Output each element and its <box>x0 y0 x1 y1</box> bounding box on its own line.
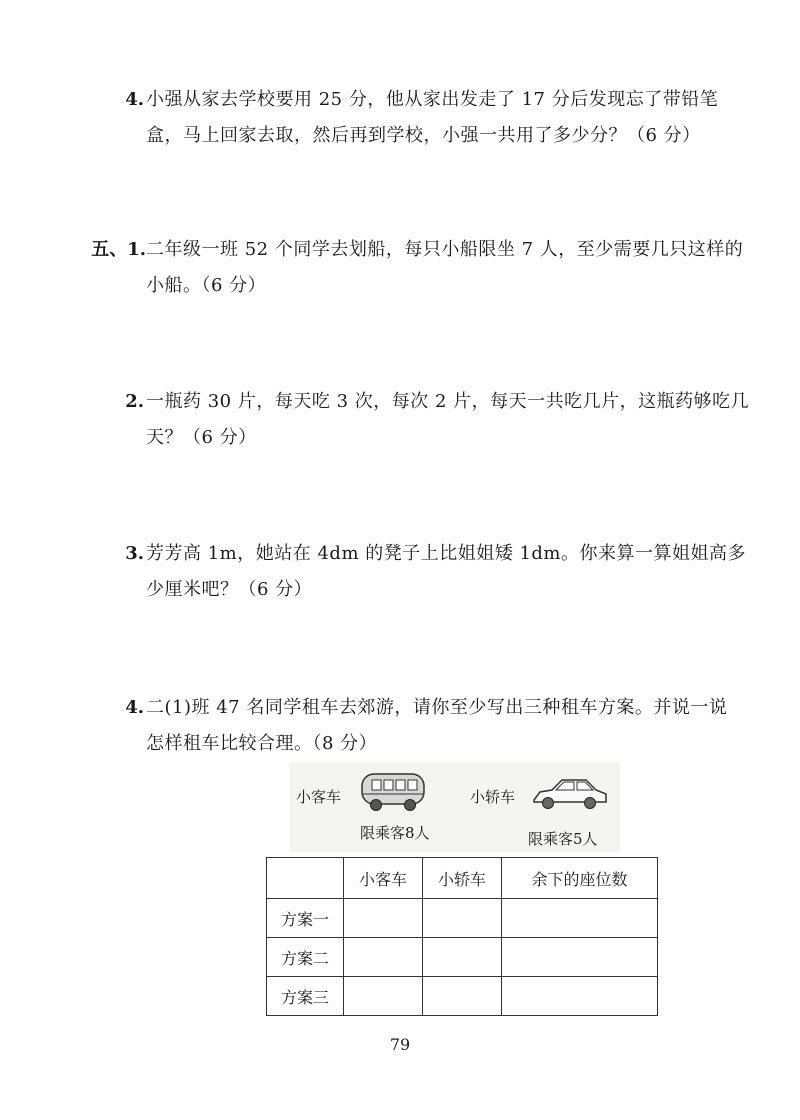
car-icon <box>530 772 610 816</box>
rental-plan-table <box>266 857 658 1016</box>
question-line: 天？（6 分） <box>146 427 257 448</box>
answer-cell[interactable] <box>423 899 502 938</box>
answer-cell[interactable] <box>502 899 658 938</box>
question-number: 五、1. <box>91 239 146 260</box>
table-header-row <box>267 858 658 899</box>
question-text <box>146 232 743 304</box>
bus-icon <box>358 768 430 816</box>
plan-label: 方案二 <box>267 938 344 977</box>
answer-cell[interactable] <box>502 938 658 977</box>
vehicle-illustration <box>290 762 620 852</box>
car-label: 小轿车 <box>470 788 516 806</box>
question-line: 二年级一班 52 个同学去划船，每只小船限坐 7 人，至少需要几只这样的 <box>146 239 744 260</box>
table-row <box>267 938 658 977</box>
plan-label: 方案一 <box>267 899 344 938</box>
bus-capacity: 限乘客8人 <box>360 824 430 842</box>
question-line: 小强从家去学校要用 25 分，他从家出发走了 17 分后发现忘了带铅笔 <box>146 89 719 110</box>
answer-cell[interactable] <box>423 938 502 977</box>
table-header-cell <box>267 858 344 899</box>
bus-label: 小客车 <box>296 788 342 806</box>
question-line: 怎样租车比较合理。（8 分） <box>146 733 378 754</box>
question-text <box>146 384 749 456</box>
question-line: 芳芳高 1m，她站在 4dm 的凳子上比姐姐矮 1dm。你来算一算姐姐高多 <box>146 543 746 564</box>
question-number: 4. <box>125 89 144 110</box>
question-text <box>146 82 718 154</box>
table-header-cell: 余下的座位数 <box>502 858 658 899</box>
answer-cell[interactable] <box>344 977 423 1016</box>
question-text <box>146 690 727 762</box>
table-row <box>267 899 658 938</box>
question-line: 小船。（6 分） <box>146 275 267 296</box>
answer-cell[interactable] <box>344 899 423 938</box>
question-line: 少厘米吧？（6 分） <box>146 579 313 600</box>
answer-cell[interactable] <box>423 977 502 1016</box>
car-capacity: 限乘客5人 <box>528 830 598 848</box>
table-row <box>267 977 658 1016</box>
table-header-cell: 小客车 <box>344 858 423 899</box>
question-number: 4. <box>125 697 144 718</box>
question-line: 二(1)班 47 名同学租车去郊游，请你至少写出三种租车方案。并说一说 <box>146 697 728 718</box>
table-header-cell: 小轿车 <box>423 858 502 899</box>
answer-cell[interactable] <box>502 977 658 1016</box>
question-number: 2. <box>125 391 144 412</box>
page-number: 79 <box>389 1035 411 1054</box>
plan-label: 方案三 <box>267 977 344 1016</box>
answer-cell[interactable] <box>344 938 423 977</box>
question-text <box>146 536 746 608</box>
question-line: 一瓶药 30 片，每天吃 3 次，每次 2 片，每天一共吃几片，这瓶药够吃几 <box>146 391 750 412</box>
question-line: 盒，马上回家去取，然后再到学校，小强一共用了多少分？（6 分） <box>146 125 701 146</box>
question-number: 3. <box>125 543 144 564</box>
